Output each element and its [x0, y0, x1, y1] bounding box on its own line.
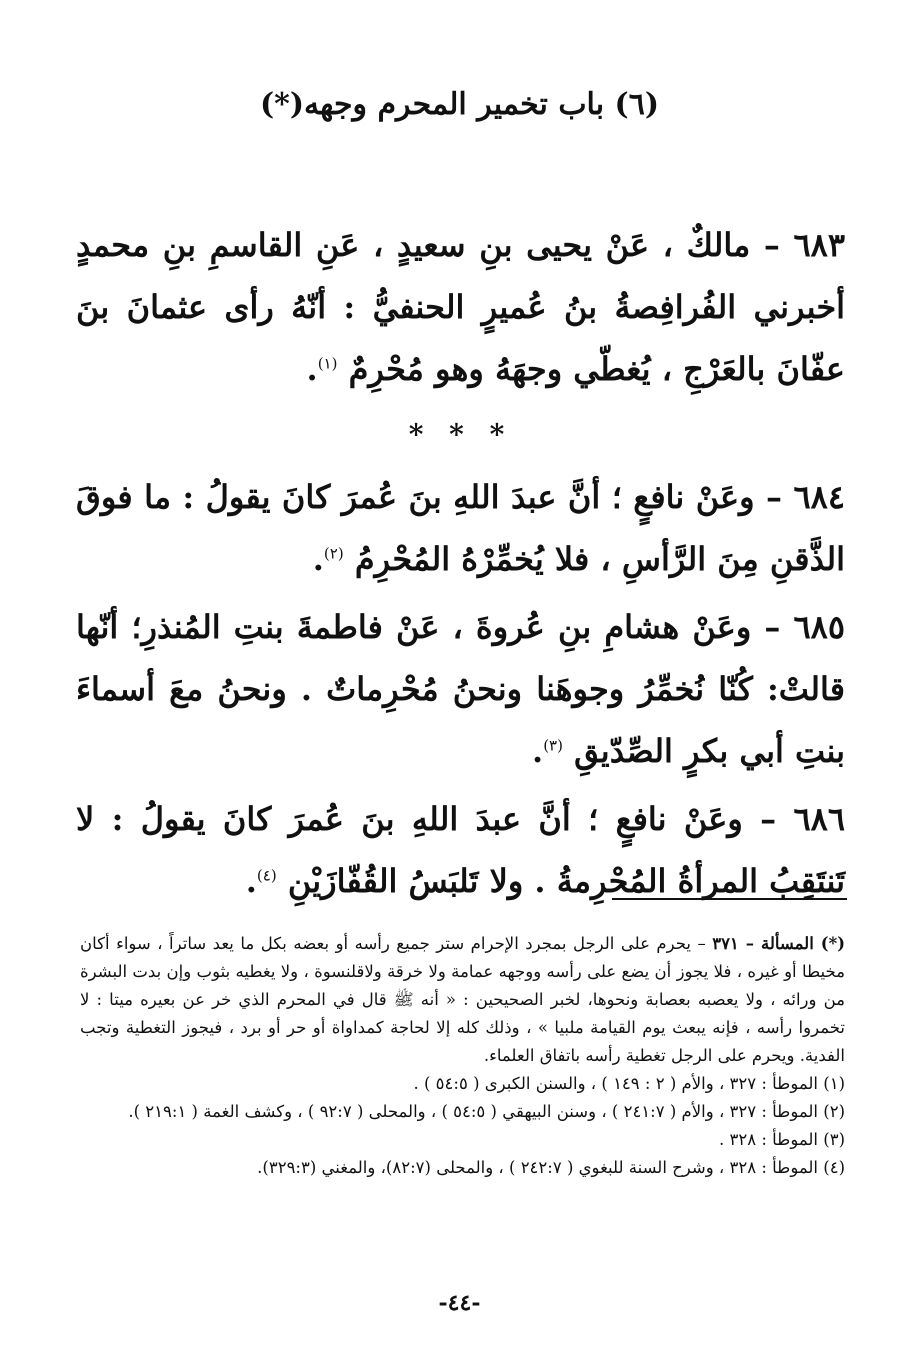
- hadith-685: ٦٨٥ – وعَنْ هشامِ بنِ عُروةَ ، عَنْ فاطمةَ بنتِ المُنذرِ؛ أنّها قالتْ: كُنّا نُخمِّرُ وجوهَنا ونحنُ مُحْرِماتٌ . ونحنُ معَ أسماءَ بنتِ أبي بكرٍ الصِّدّيقِ $^{(٣)}$.: [76, 608, 845, 770]
- hadith-684: ٦٨٤ – وعَنْ نافعٍ ؛ أنَّ عبدَ اللهِ بنَ عُمرَ كانَ يقولُ : ما فوقَ الذَّقنِ مِنَ الرَّأسِ ، فلا يُخمِّرْهُ المُحْرِمُ $^{(٢)}$.: [76, 478, 846, 578]
- hadith-686: ٦٨٦ – وعَنْ نافعٍ ؛ أنَّ عبدَ اللهِ بنَ عُمرَ كانَ يقولُ : لا تَنتَقِبُ المرأةُ المُحْرِمةُ . ولا تَلبَسُ القُفّازَيْنِ $^{(٤)}$.: [76, 800, 846, 900]
- footnote-general-text: – يحرم على الرجل بمجرد الإحرام ستر جميع رأسه أو بعضه بكل ما يعد ساتراً ، سواء أكان مخيطا أو غيره ، فلا يجوز أن يضع على رأسه ووجهه عمامة ولا خرقة ولاقلنسوة ، ولا يغطيه بثوب وإن بدت البشرة من ورائه ، ولا يعصبه بعصابة ونحوها، لخبر الصحيحين : « أنه ﷺ قال في المحرم الذي خر عن بعيره ميتا : لا تخمروا رأسه ، فإنه يبعث يوم القيامة ملبيا » ، وذلك كله إلا لحاجة كمداواة أو حر أو برد ، فيجوز التغطية وتجب الفدية. ويحرم على الرجل تغطية رأسه باتفاق العلماء.: [80, 934, 845, 1065]
- hadith-683: ٦٨٣ – مالكٌ ، عَنْ يحيى بنِ سعيدٍ ، عَنِ القاسمِ بنِ محمدٍ أخبرني الفُرافِصةُ بنُ عُميرٍ الحنفيُّ : أنّهُ رأى عثمانَ بنَ عفّانَ بالعَرْجِ ، يُغطّي وجهَهُ وهو مُحْرِمٌ $^{(١)}$.: [76, 226, 846, 388]
- hadith-number: ٦٨٥: [793, 608, 845, 646]
- page-number: -٤٤-: [438, 1290, 481, 1316]
- section-separator: * * *: [408, 418, 513, 451]
- footnote-ref: (٤): [256, 866, 277, 885]
- footnote-general: [80, 930, 845, 1070]
- hadith-text: – وعَنْ نافعٍ ؛ أنَّ عبدَ اللهِ بنَ عُمرَ كانَ يقولُ : لا تَنتَقِبُ المرأةُ المُحْرِمةُ . ولا تَلبَسُ القُفّازَيْنِ: [76, 800, 845, 900]
- footnote-divider: [612, 898, 847, 900]
- hadith-number: ٦٨٦: [793, 800, 846, 838]
- footnote-1: (١) الموطأ : ٣٢٧ ، والأم ( ٢ : ١٤٩ ) ، والسنن الكبرى ( ٥٤:٥ ) .: [413, 1074, 845, 1093]
- hadith-number: ٦٨٤: [793, 478, 846, 516]
- hadith-text: – وعَنْ هشامِ بنِ عُروةَ ، عَنْ فاطمةَ بنتِ المُنذرِ؛ أنّها قالتْ: كُنّا نُخمِّرُ وجوهَنا ونحنُ مُحْرِماتٌ . ونحنُ معَ أسماءَ بنتِ أبي بكرٍ الصِّدّيقِ: [76, 608, 845, 770]
- chapter-title: (٦) باب تخمير المحرم وجهه(*): [259, 87, 660, 122]
- footnote-ref: (٢): [323, 544, 344, 563]
- footnote-4: (٤) الموطأ : ٣٢٨ ، وشرح السنة للبغوي ( ٢٤٢:٧ ) ، والمحلى (٨٢:٧)، والمغني (٣٢٩:٣).: [257, 1158, 845, 1177]
- hadith-number: ٦٨٣: [793, 226, 846, 264]
- hadith-text: – وعَنْ نافعٍ ؛ أنَّ عبدَ اللهِ بنَ عُمرَ كانَ يقولُ : ما فوقَ الذَّقنِ مِنَ الرَّأسِ ، فلا يُخمِّرْهُ المُحْرِمُ: [76, 478, 845, 578]
- footnote-general-lead: (*) المسألة – ٣٧١: [712, 934, 846, 953]
- footnote-ref: (٣): [543, 736, 563, 755]
- hadith-text: – مالكٌ ، عَنْ يحيى بنِ سعيدٍ ، عَنِ القاسمِ بنِ محمدٍ أخبرني الفُرافِصةُ بنُ عُميرٍ الحنفيُّ : أنّهُ رأى عثمانَ بنَ عفّانَ بالعَرْجِ ، يُغطّي وجهَهُ وهو مُحْرِمٌ: [76, 226, 845, 388]
- footnote-ref: (١): [317, 354, 338, 373]
- footnotes: [80, 930, 845, 1182]
- footnote-3: (٣) الموطأ : ٣٢٨ .: [719, 1130, 845, 1149]
- footnote-2: (٢) الموطأ : ٣٢٧ ، والأم ( ٢٤١:٧ ) ، وسنن البيهقي ( ٥٤:٥ ) ، والمحلى ( ٩٢:٧ ) ، وكشف الغمة ( ٢١٩:١ ).: [128, 1102, 845, 1121]
- hadith-body: [76, 214, 845, 912]
